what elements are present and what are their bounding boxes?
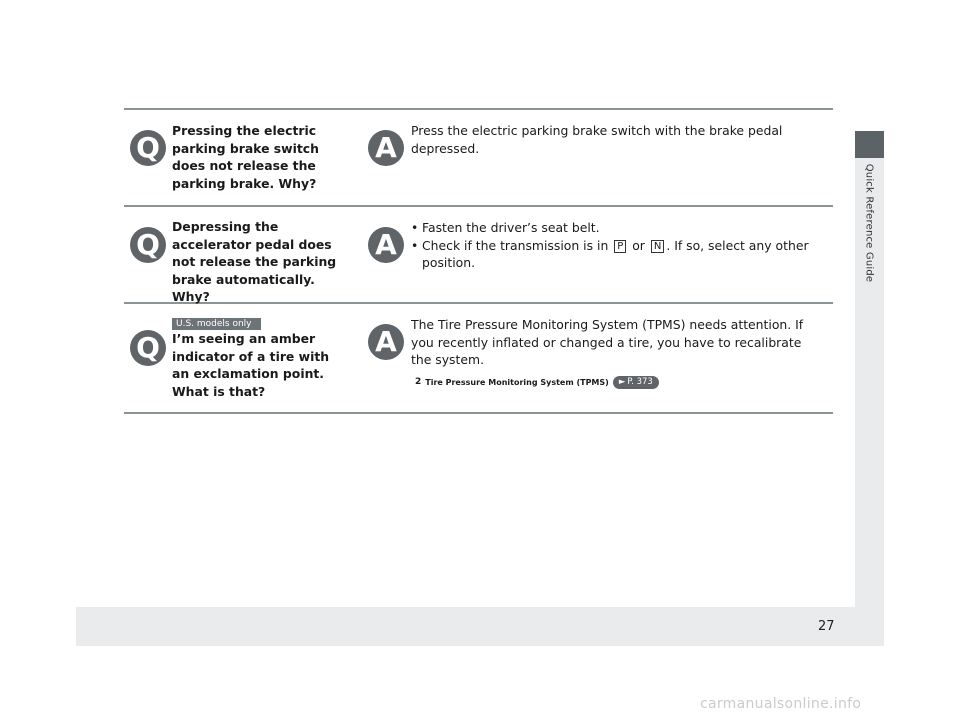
question-text: Pressing the electric parking brake switch does not release the parking brake. Why? [172,123,319,191]
gear-key-n: N [651,240,664,253]
watermark: carmanualsonline.info [700,696,862,712]
answer-bullets [411,219,821,272]
answer-text: Press the electric parking brake switch with the brake pedal depressed. [411,123,783,156]
arrow-right-icon: ► [618,376,626,387]
answer-icon: A [368,227,404,263]
answer-icon: A [368,324,404,360]
bullet-text-pre: Check if the transmission is in [422,237,613,253]
question-icon: Q [130,130,166,166]
qa-row [124,207,833,302]
bullet-text-post: . If so, select any other position. [422,237,809,270]
page-number: 27 [818,619,835,634]
bullet-item [411,237,821,272]
qa-row [124,304,833,412]
gear-key-p: P [614,240,626,253]
page-reference-link[interactable] [613,376,659,389]
answer-block [411,316,821,391]
cross-reference[interactable] [411,374,821,392]
bullet-text-mid: or [628,237,649,253]
answer-text: The Tire Pressure Monitoring System (TPMS) needs attention. If you recently inflated or changed a tire, you have to recalibrate the system. [411,317,804,367]
bullet-item [411,219,821,237]
side-tab-marker [855,131,884,158]
footer-band [76,607,855,646]
answer-icon: A [368,130,404,166]
question-text: I’m seeing an amber indicator of a tire with an exclamation point. What is that? [172,331,330,399]
divider-rule [124,412,833,414]
page-reference-number: P. 373 [627,376,653,387]
us-models-only-badge: U.S. models only [172,318,261,330]
question-text: Depressing the accelerator pedal does not release the parking brake automatically. Why? [172,219,337,304]
reference-marker-icon: 2 [415,376,422,387]
bullet-text: Fasten the driver’s seat belt. [422,220,600,235]
question-icon: Q [130,227,166,263]
qa-row [124,110,833,205]
side-tab-label: Quick Reference Guide [863,163,875,283]
question-icon: Q [130,330,166,366]
reference-text[interactable]: Tire Pressure Monitoring System (TPMS) [425,377,609,387]
